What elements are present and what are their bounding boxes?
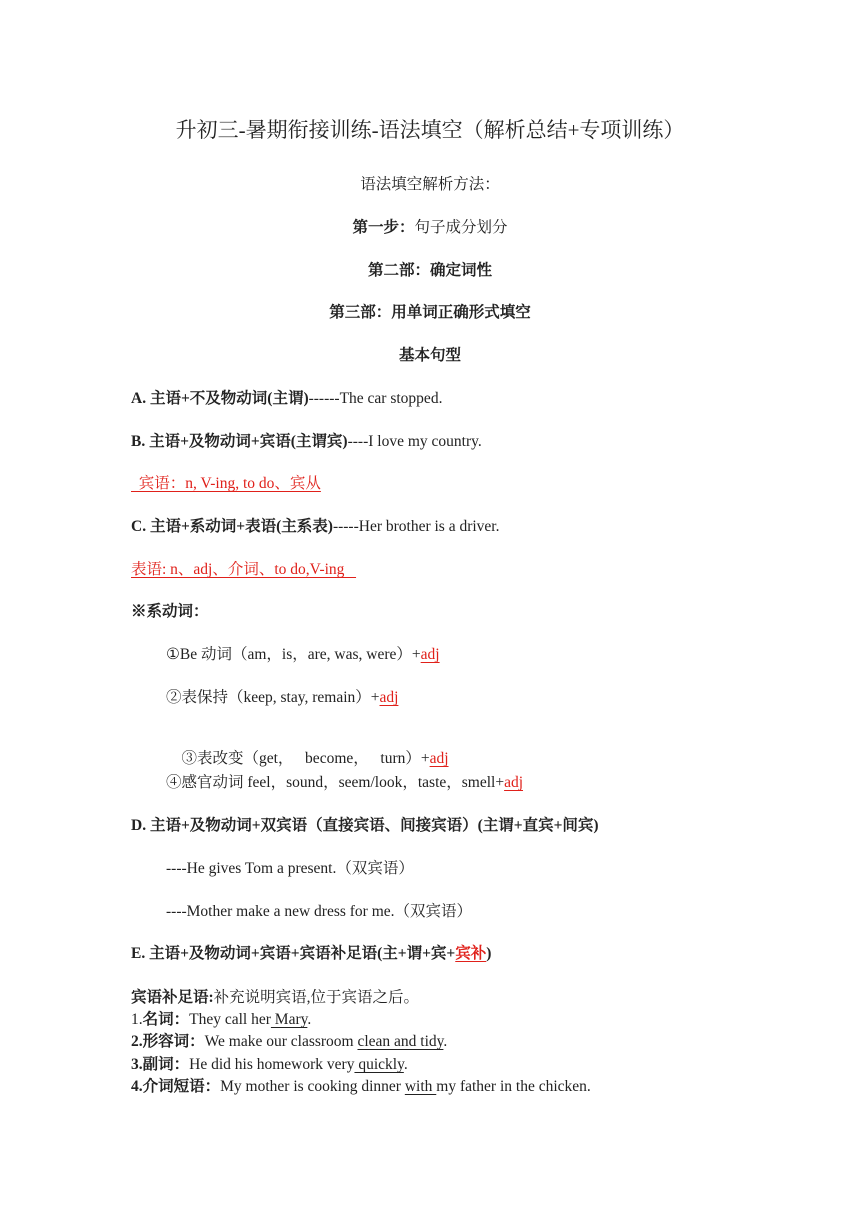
linking-item-text: ③表改变（get， become， turn）+ — [181, 750, 430, 767]
linking-item — [166, 685, 398, 707]
step-1-label: 第一步： — [352, 219, 415, 236]
step-2: 第二部：确定词性 — [367, 262, 492, 279]
pattern-c-example: -----Her brother is a driver. — [332, 518, 500, 535]
pattern-e-label-end: ) — [486, 945, 492, 962]
pattern-a-label: A. 主语+不及物动词(主谓) — [131, 390, 309, 407]
item-underlined: quickly — [354, 1056, 404, 1073]
pattern-c — [131, 514, 500, 536]
linking-item-suffix: adj — [420, 646, 440, 663]
item-text-end: my father in the chicken. — [436, 1078, 591, 1095]
linking-item — [166, 642, 440, 664]
pattern-a — [131, 386, 442, 408]
predicative-note: 表语: n、adj、介词、to do,V-ing — [131, 561, 357, 578]
method-heading: 语法填空解析方法： — [360, 176, 500, 193]
pattern-e-label — [131, 941, 491, 963]
linking-item-suffix: adj — [429, 750, 449, 767]
pattern-d-label: D. 主语+及物动词+双宾语（直接宾语、间接宾语）(主谓+直宾+间宾) — [131, 817, 599, 834]
linking-item-text: ②表保持（keep, stay, remain）+ — [166, 689, 380, 706]
pattern-e-label-highlight: 宾补 — [455, 945, 487, 962]
object-note: 宾语：n, V-ing, to do、宾从 — [131, 475, 321, 492]
pattern-d-example: ----He gives Tom a present.（双宾语） — [166, 860, 414, 877]
item-label: 名词： — [142, 1011, 190, 1028]
pattern-e-label-start: E. 主语+及物动词+宾语+宾语补足语(主+谓+宾+ — [131, 945, 456, 962]
linking-verbs-heading: ※系动词： — [131, 603, 209, 620]
item-underlined: with — [404, 1078, 437, 1095]
item-number: 2. — [131, 1033, 143, 1050]
complement-heading-label: 宾语补足语: — [131, 989, 214, 1006]
patterns-heading: 基本句型 — [398, 347, 461, 364]
item-text-end: . — [403, 1056, 408, 1073]
linking-item-text: ④感官动词 feel，sound，seem/look，taste，smell+ — [166, 774, 505, 791]
item-label: 形容词： — [142, 1033, 205, 1050]
linking-item-text: ①Be 动词（am，is，are, was, were）+ — [166, 646, 421, 663]
page-title: 升初三-暑期衔接训练-语法填空（解析总结+专项训练） — [175, 118, 685, 142]
linking-item — [166, 770, 523, 792]
complement-item — [131, 1074, 591, 1096]
pattern-b-example: ----I love my country. — [347, 433, 482, 450]
complement-item — [131, 1029, 447, 1051]
item-number: 1. — [131, 1011, 143, 1028]
linking-item-suffix: adj — [379, 689, 399, 706]
item-underlined: clean and tidy — [357, 1033, 444, 1050]
item-underlined: Mary — [270, 1011, 308, 1028]
step-3: 第三部：用单词正确形式填空 — [329, 304, 531, 321]
item-text: He did his homework very — [189, 1056, 355, 1073]
item-text: My mother is cooking dinner — [220, 1078, 405, 1095]
pattern-c-label: C. 主语+系动词+表语(主系表) — [131, 518, 333, 535]
item-label: 副词： — [142, 1056, 190, 1073]
item-label: 介词短语： — [142, 1078, 221, 1095]
pattern-b — [131, 429, 482, 451]
item-text: We make our classroom — [204, 1033, 358, 1050]
step-1-text: 句子成分划分 — [414, 219, 508, 236]
step-1 — [0, 215, 860, 237]
item-number: 3. — [131, 1056, 143, 1073]
item-text-end: . — [443, 1033, 448, 1050]
pattern-b-label: B. 主语+及物动词+宾语(主谓宾) — [131, 433, 348, 450]
complement-item — [131, 1052, 408, 1074]
item-text: They call her — [189, 1011, 271, 1028]
pattern-d-example: ----Mother make a new dress for me.（双宾语） — [166, 903, 473, 920]
pattern-a-example: ------The car stopped. — [308, 390, 443, 407]
complement-item — [131, 1007, 311, 1029]
item-text-end: . — [307, 1011, 312, 1028]
linking-item-suffix: adj — [504, 774, 524, 791]
complement-heading — [131, 985, 419, 1007]
complement-heading-text: 补充说明宾语,位于宾语之后。 — [213, 989, 420, 1006]
item-number: 4. — [131, 1078, 143, 1095]
